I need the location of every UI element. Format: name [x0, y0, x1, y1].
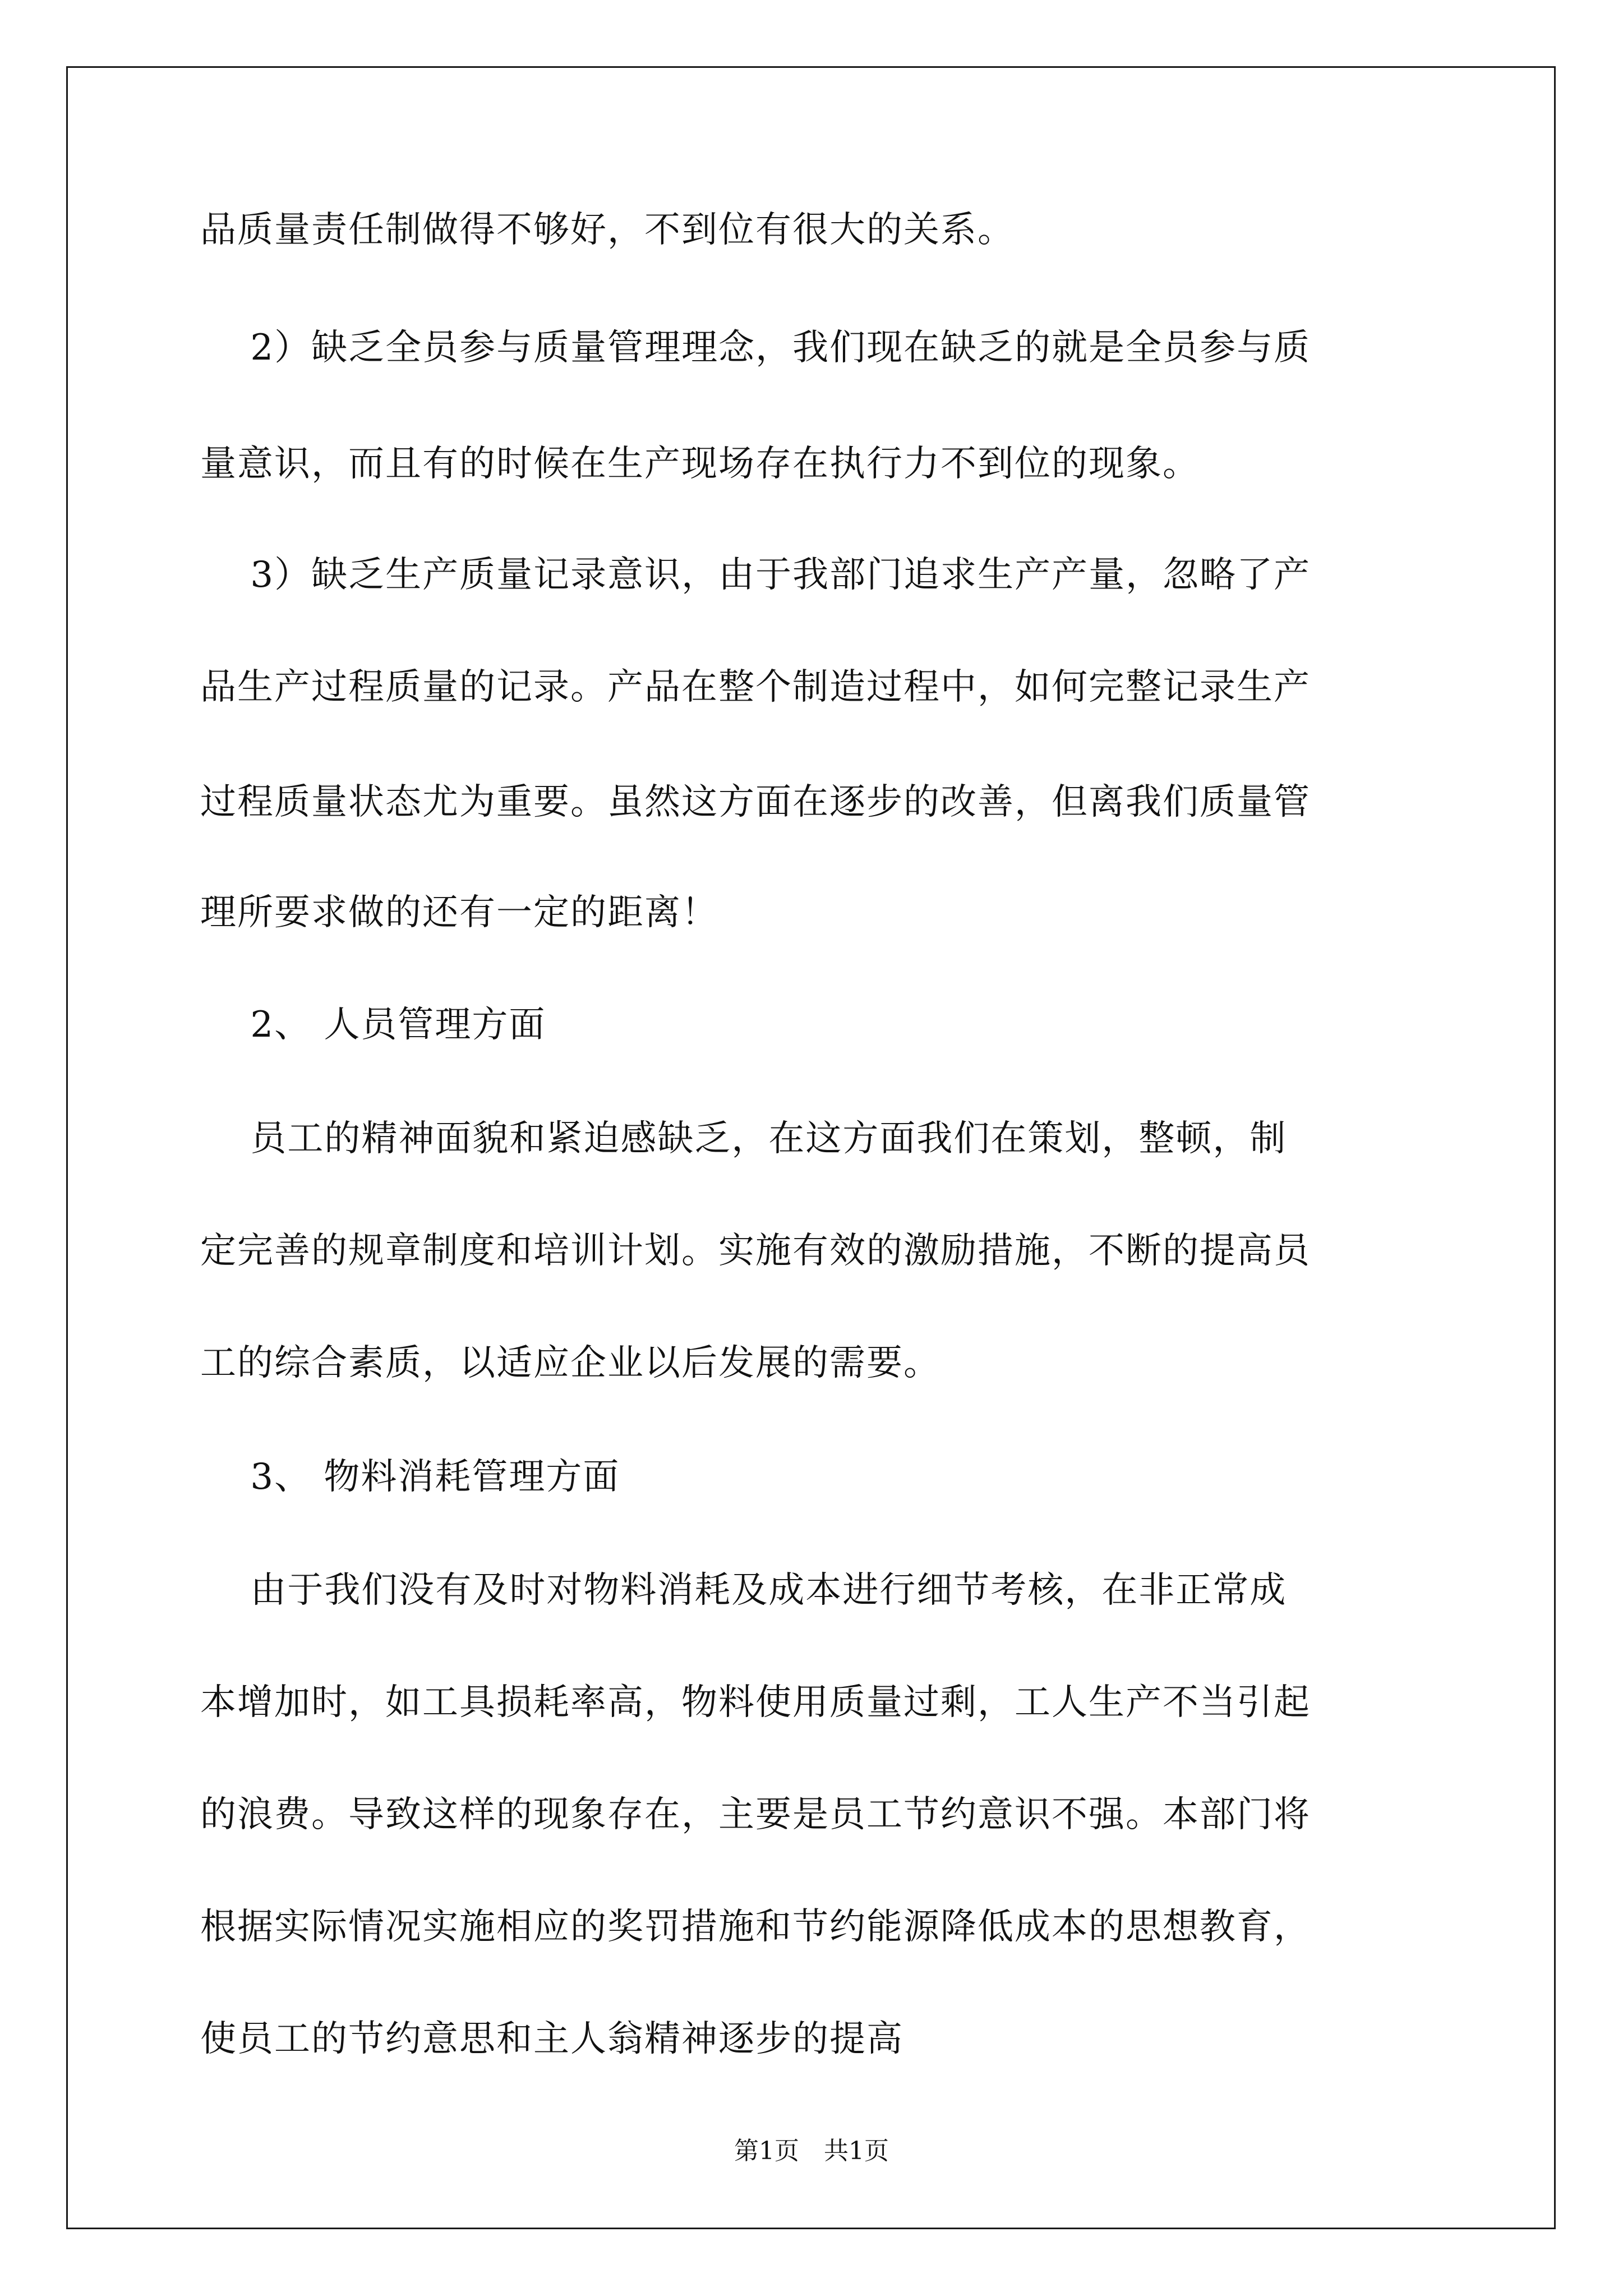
text-line: 使员工的节约意思和主人翁精神逐步的提高: [200, 2018, 903, 2060]
text-line: 3）缺乏生产质量记录意识，由于我部门追求生产产量，忽略了产: [200, 554, 1311, 596]
section-heading: 2、 人员管理方面: [200, 1004, 546, 1046]
text-line: 员工的精神面貌和紧迫感缺乏，在这方面我们在策划，整顿，制: [200, 1118, 1287, 1159]
text-line: 过程质量状态尤为重要。虽然这方面在逐步的改善，但离我们质量管: [200, 781, 1311, 823]
text-line: 品生产过程质量的记录。产品在整个制造过程中，如何完整记录生产: [200, 666, 1311, 708]
text-line: 工的综合素质，以适应企业以后发展的需要。: [200, 1342, 940, 1384]
text-line: 理所要求做的还有一定的距离！: [200, 892, 718, 933]
text-line: 定完善的规章制度和培训计划。实施有效的激励措施，不断的提高员: [200, 1230, 1311, 1272]
section-heading: 3、 物料消耗管理方面: [200, 1456, 620, 1498]
text-line: 本增加时，如工具损耗率高，物料使用质量过剩，工人生产不当引起: [200, 1682, 1311, 1723]
text-line: 由于我们没有及时对物料消耗及成本进行细节考核，在非正常成: [200, 1570, 1287, 1611]
text-line: 根据实际情况实施相应的奖罚措施和节约能源降低成本的思想教育，: [200, 1906, 1311, 1948]
text-line: 2）缺乏全员参与质量管理理念，我们现在缺乏的就是全员参与质: [200, 327, 1311, 369]
text-line: 量意识，而且有的时候在生产现场存在执行力不到位的现象。: [200, 443, 1200, 485]
page-number: 第1页 共1页: [734, 2137, 889, 2165]
text-line: 品质量责任制做得不够好，不到位有很大的关系。: [200, 209, 1015, 251]
text-line: 的浪费。导致这样的现象存在，主要是员工节约意识不强。本部门将: [200, 1794, 1311, 1835]
